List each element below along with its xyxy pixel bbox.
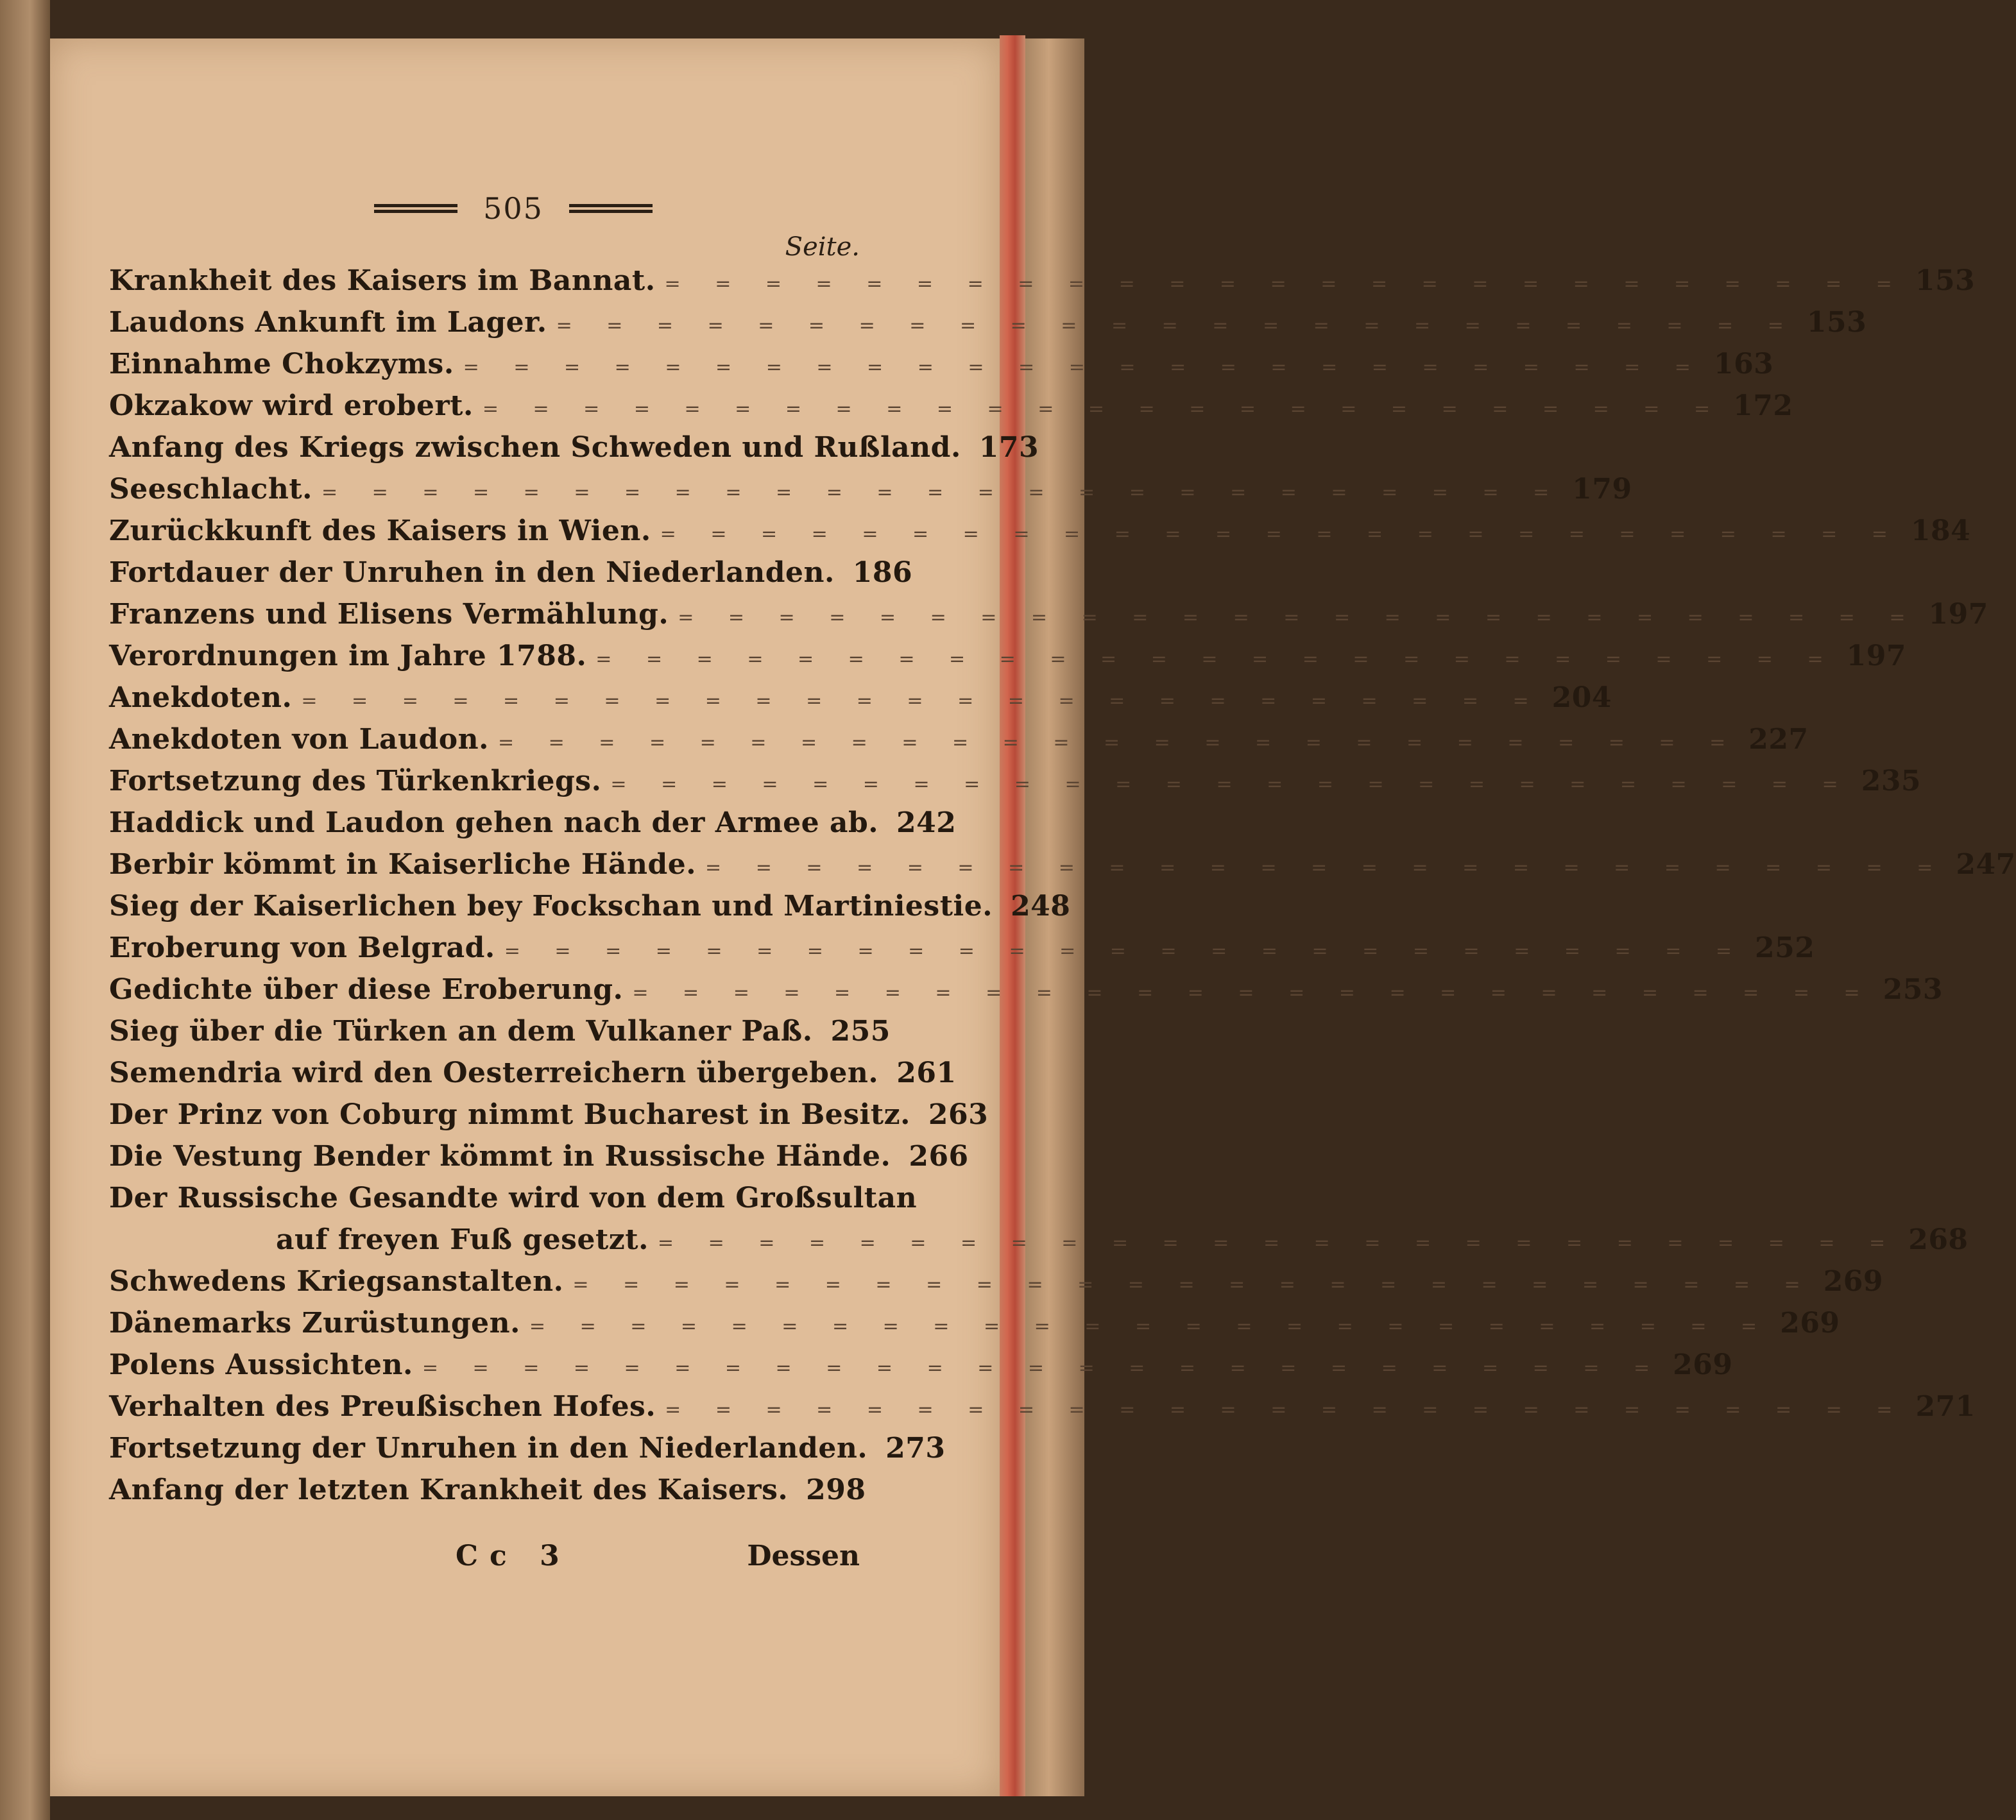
- toc-dot-leader: = = = = = = = = = = = = = = = = = = = = = = = = =: [657, 1232, 1900, 1254]
- toc-entry-title: Anekdoten.: [109, 681, 293, 714]
- toc-entry-page: 261: [896, 1057, 957, 1089]
- toc-dot-leader: = = = = = = = = = = = = = = = = = = = = = = = = =: [610, 773, 1852, 795]
- toc-entry: [109, 473, 1632, 515]
- toc-entry-title: Sieg der Kaiserlichen bey Fockschan und Martiniestie.: [109, 890, 993, 923]
- toc-entry-page: 173: [978, 431, 1039, 464]
- table-of-contents: [109, 264, 2016, 1515]
- toc-entry-page: 266: [909, 1140, 969, 1173]
- toc-dot-leader: = = = = = = = = = = = = = = = = = = = = = = = = =: [678, 606, 1920, 629]
- toc-entry: [109, 1348, 1733, 1390]
- toc-entry-title: Schwedens Kriegsanstalten.: [109, 1265, 564, 1298]
- toc-entry-page: 227: [1748, 723, 1809, 756]
- toc-dot-leader: = = = = = = = = = = = = = = = = = = = = = = = = =: [665, 1399, 1907, 1421]
- page-number: 505: [483, 191, 543, 226]
- toc-entry: [109, 1140, 969, 1182]
- toc-entry-page: 248: [1011, 890, 1071, 923]
- toc-entry: [109, 306, 1867, 348]
- toc-entry-page: 235: [1861, 765, 1922, 797]
- toc-entry: [109, 1015, 891, 1057]
- toc-entry-title: Seeschlacht.: [109, 473, 312, 506]
- toc-entry-title: Okzakow wird erobert.: [109, 389, 474, 422]
- toc-entry: [109, 640, 1906, 681]
- toc-entry-page: 163: [1713, 348, 1774, 380]
- toc-entry-title: Semendria wird den Oesterreichern übergeben.: [109, 1057, 879, 1089]
- toc-dot-leader: = = = = = = = = = = = = = = = = = = = = = = = = =: [556, 314, 1798, 337]
- toc-entry-page: 271: [1915, 1390, 1976, 1423]
- header-rule-left: [374, 204, 457, 213]
- toc-entry-title: Sieg über die Türken an dem Vulkaner Paß.: [109, 1015, 813, 1048]
- toc-entry-title: Die Vestung Bender kömmt in Russische Hände.: [109, 1140, 891, 1173]
- toc-entry: [109, 1432, 946, 1474]
- toc-entry-title: Franzens und Elisens Vermählung.: [109, 598, 669, 631]
- toc-entry-title: Anfang des Kriegs zwischen Schweden und Rußland.: [109, 431, 961, 464]
- toc-entry-page: 255: [830, 1015, 891, 1048]
- toc-entry-title: Laudons Ankunft im Lager.: [109, 306, 547, 339]
- toc-entry-title: Verordnungen im Jahre 1788.: [109, 640, 587, 672]
- toc-entry-title: Fortsetzung der Unruhen in den Niederlanden.: [109, 1432, 868, 1465]
- toc-entry-title: Polens Aussichten.: [109, 1348, 413, 1381]
- toc-entry-page: 197: [1928, 598, 1988, 631]
- toc-entry-title: Anekdoten von Laudon.: [109, 723, 489, 756]
- signature-mark: Cc 3: [456, 1540, 571, 1572]
- toc-entry: [109, 848, 2016, 890]
- toc-entry: [109, 264, 1976, 306]
- toc-entry-page: 273: [885, 1432, 946, 1465]
- toc-dot-leader: = = = = = = = = = = = = = = = = = = = = = = = = =: [463, 356, 1705, 378]
- toc-entry-page: 269: [1823, 1265, 1884, 1298]
- toc-entry: [109, 1265, 1884, 1307]
- toc-entry-title: Krankheit des Kaisers im Bannat.: [109, 264, 656, 297]
- toc-entry-title: Fortdauer der Unruhen in den Niederlanden.: [109, 556, 835, 589]
- toc-entry: [109, 973, 1943, 1015]
- toc-entry-page: 269: [1780, 1307, 1840, 1339]
- toc-dot-leader: = = = = = = = = = = = = = = = = = = = = = = = = =: [301, 690, 1543, 712]
- header-rule-right: [569, 204, 653, 213]
- toc-entry-page: 253: [1883, 973, 1943, 1006]
- toc-dot-leader: = = = = = = = = = = = = = = = = = = = = = = = = =: [664, 273, 1906, 295]
- toc-entry-title: Der Russische Gesandte wird von dem Großsultan: [109, 1182, 918, 1214]
- toc-dot-leader: = = = = = = = = = = = = = = = = = = = = = = = = =: [595, 648, 1838, 670]
- toc-entry-title: Gedichte über diese Eroberung.: [109, 973, 624, 1006]
- toc-entry-page: 268: [1908, 1223, 1969, 1256]
- toc-entry: [109, 931, 1815, 973]
- toc-entry-title: Der Prinz von Coburg nimmt Bucharest in Besitz.: [109, 1098, 910, 1131]
- toc-entry: [109, 681, 1612, 723]
- toc-entry-title: Einnahme Chokzyms.: [109, 348, 454, 380]
- toc-dot-leader: = = = = = = = = = = = = = = = = = = = = = = = = =: [422, 1357, 1664, 1379]
- toc-dot-leader: = = = = = = = = = = = = = = = = = = = = = = = = =: [529, 1315, 1772, 1338]
- toc-entry-page: 186: [852, 556, 913, 589]
- toc-dot-leader: = = = = = = = = = = = = = = = = = = = = = = = = =: [482, 398, 1725, 420]
- toc-entry-page: 172: [1733, 389, 1793, 422]
- toc-entry: [109, 431, 1039, 473]
- toc-entry-page: 269: [1673, 1348, 1733, 1381]
- toc-entry-title: Zurückkunft des Kaisers in Wien.: [109, 515, 651, 547]
- toc-entry: [109, 556, 913, 598]
- toc-entry: [109, 348, 1774, 389]
- toc-entry-title: Berbir kömmt in Kaiserliche Hände.: [109, 848, 697, 881]
- toc-entry-page: 197: [1846, 640, 1906, 672]
- toc-entry-title: Dänemarks Zurüstungen.: [109, 1307, 520, 1339]
- toc-entry-page: 242: [896, 806, 957, 839]
- toc-entry: [109, 1057, 957, 1098]
- toc-entry-title: Haddick und Laudon gehen nach der Armee ab.: [109, 806, 879, 839]
- left-page-edge: [0, 0, 50, 1820]
- toc-entry: [109, 1307, 1840, 1348]
- toc-dot-leader: = = = = = = = = = = = = = = = = = = = = = = = = =: [660, 523, 1902, 545]
- toc-entry: [109, 1098, 989, 1140]
- catchword: Dessen: [747, 1540, 860, 1572]
- toc-dot-leader: = = = = = = = = = = = = = = = = = = = = = = = = =: [497, 731, 1740, 754]
- toc-entry: [109, 806, 957, 848]
- toc-entry-page: 153: [1806, 306, 1867, 339]
- toc-entry-title: auf freyen Fuß gesetzt.: [276, 1223, 649, 1256]
- page-footer: [109, 1540, 860, 1578]
- page-header: [334, 189, 693, 228]
- toc-entry: [109, 1182, 918, 1223]
- toc-entry-page: 184: [1910, 515, 1971, 547]
- toc-entry: [109, 723, 1809, 765]
- toc-entry: [109, 765, 1922, 806]
- toc-entry-title: Fortsetzung des Türkenkriegs.: [109, 765, 602, 797]
- toc-entry: [109, 1390, 1976, 1432]
- toc-entry: [109, 515, 1971, 556]
- toc-entry-title: Verhalten des Preußischen Hofes.: [109, 1390, 656, 1423]
- toc-entry-page: 153: [1915, 264, 1976, 297]
- toc-entry: [109, 890, 1071, 931]
- toc-entry: [109, 389, 1793, 431]
- toc-entry-page: 179: [1572, 473, 1632, 506]
- toc-entry-title: Eroberung von Belgrad.: [109, 931, 495, 964]
- toc-entry: [109, 1223, 1969, 1265]
- toc-dot-leader: = = = = = = = = = = = = = = = = = = = = = = = = =: [504, 940, 1747, 962]
- column-heading: Seite.: [785, 232, 860, 262]
- toc-dot-leader: = = = = = = = = = = = = = = = = = = = = = = = = =: [572, 1273, 1815, 1296]
- toc-entry-page: 298: [806, 1474, 866, 1506]
- toc-entry-title: Anfang der letzten Krankheit des Kaisers.: [109, 1474, 789, 1506]
- toc-entry-page: 252: [1755, 931, 1815, 964]
- toc-entry-page: 247: [1956, 848, 2016, 881]
- toc-dot-leader: = = = = = = = = = = = = = = = = = = = = = = = = =: [632, 982, 1874, 1004]
- toc-dot-leader: = = = = = = = = = = = = = = = = = = = = = = = = =: [321, 481, 1564, 504]
- toc-entry-page: 263: [928, 1098, 989, 1131]
- toc-entry: [109, 598, 1988, 640]
- toc-dot-leader: = = = = = = = = = = = = = = = = = = = = = = = = =: [705, 856, 1947, 879]
- toc-entry-page: 204: [1551, 681, 1612, 714]
- toc-entry: [109, 1474, 866, 1515]
